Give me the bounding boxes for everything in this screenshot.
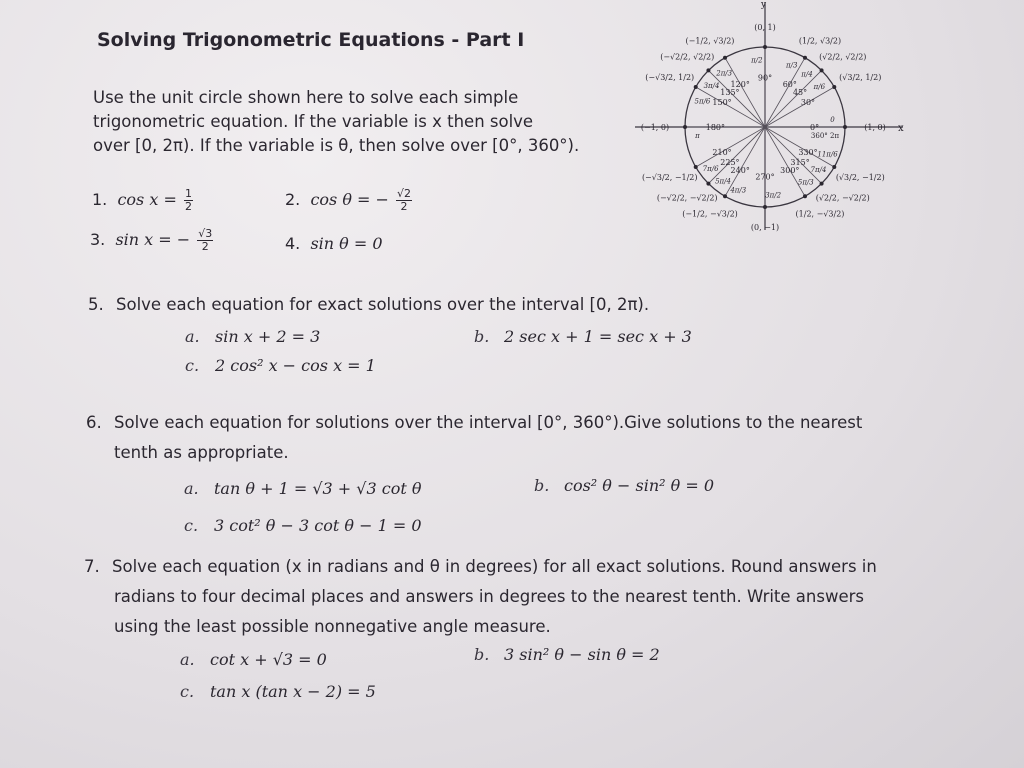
fraction: [184, 188, 193, 213]
point-315: [820, 182, 824, 186]
denominator: 2: [184, 200, 192, 213]
equation: sin x + 2 = 3: [215, 327, 321, 346]
question-number: 5.: [88, 295, 104, 314]
problem-number: 4.: [285, 234, 301, 253]
coordinate-label-180: (−1, 0): [640, 123, 670, 132]
point-0: [843, 125, 847, 129]
point-120: [723, 56, 727, 60]
point-30: [832, 85, 836, 89]
point-240: [723, 194, 727, 198]
equation: tan θ + 1 = √3 + √3 cot θ: [214, 479, 422, 498]
radian-label-270: 3π/2: [765, 191, 782, 200]
coordinate-label-315: (√2/2, −√2/2): [815, 193, 870, 203]
coordinate-label-300: (1/2, −√3/2): [795, 209, 845, 219]
question-7: [84, 552, 877, 642]
radian-label-180: π: [695, 132, 700, 141]
radian-label-135: 3π/4: [703, 82, 720, 91]
radian-label-120: 2π/3: [716, 69, 733, 78]
x-axis-label: x: [898, 123, 904, 134]
question-5: [88, 290, 649, 320]
equation: 3 cot² θ − 3 cot θ − 1 = 0: [214, 516, 422, 535]
q5-part-a: [185, 327, 320, 346]
point-270: [763, 205, 767, 209]
q6-part-a: [184, 479, 421, 498]
equation: 3 sin² θ − sin θ = 2: [504, 645, 660, 664]
coordinate-label-330: (√3/2, −1/2): [835, 173, 885, 182]
fraction: [396, 188, 412, 213]
degree-label-120: 120°: [730, 80, 750, 90]
degree-label-330: 330°: [798, 147, 818, 157]
radian-label-90: π/2: [751, 56, 763, 65]
point-180: [683, 125, 687, 129]
coordinate-label-270: (0, −1): [750, 223, 780, 232]
problem-1: [92, 188, 195, 213]
problem-equation: cos θ = −: [310, 190, 389, 209]
degree-label-150: 150°: [712, 98, 732, 108]
coordinate-label-90: (0, 1): [754, 23, 776, 32]
question-6: [86, 408, 862, 468]
coordinate-label-135: (−√2/2, √2/2): [660, 52, 715, 62]
question-text: Solve each equation for exact solutions over the interval [0, 2π).: [116, 295, 650, 314]
degree-label-90: 90°: [757, 73, 773, 83]
q7-part-b: [474, 645, 660, 664]
coordinate-label-30: (√3/2, 1/2): [839, 73, 882, 82]
instructions-line-1: Use the unit circle shown here to solve each simple: [93, 88, 519, 107]
instructions-line-2: trigonometric equation. If the variable is x then solve: [93, 112, 534, 131]
question-number: 7.: [84, 557, 100, 576]
equation: cot x + √3 = 0: [210, 650, 327, 669]
radian-label-0: 0: [830, 115, 835, 124]
q5-part-c: [185, 356, 376, 375]
point-45: [820, 68, 824, 72]
degree-label-240: 240°: [730, 165, 750, 175]
problem-2: [285, 188, 414, 213]
numerator: √2: [397, 187, 412, 200]
point-210: [694, 165, 698, 169]
numerator: 1: [184, 187, 192, 200]
part-label: a.: [185, 327, 200, 346]
part-label: a.: [180, 650, 195, 669]
degree-label-45: 45°: [792, 87, 808, 97]
degree-label-270: 270°: [755, 172, 775, 182]
denominator: 2: [201, 240, 209, 253]
radian-label-225: 5π/4: [715, 177, 731, 186]
problem-equation: sin θ = 0: [310, 234, 383, 253]
part-label: c.: [185, 356, 200, 375]
radian-label-150: 5π/6: [694, 97, 711, 106]
degree-label-135: 135°: [720, 87, 740, 97]
degree-label-225: 225°: [720, 158, 740, 168]
point-90: [763, 45, 767, 49]
coordinate-label-60: (1/2, √3/2): [798, 36, 842, 46]
problem-number: 2.: [285, 190, 301, 209]
radian-label-45: π/4: [801, 70, 813, 79]
degree-label-315: 315°: [790, 158, 810, 168]
problem-number: 1.: [92, 190, 108, 209]
q5-part-b: [474, 327, 692, 346]
radian-label-30: π/6: [813, 83, 826, 92]
numerator: √3: [198, 227, 213, 240]
problem-4: [285, 234, 383, 253]
q6-part-b: [534, 476, 714, 495]
equation: cos² θ − sin² θ = 0: [564, 476, 715, 495]
equation: 2 cos² x − cos x = 1: [215, 356, 376, 375]
radian-label-240: 4π/3: [730, 186, 747, 195]
denominator: 2: [400, 200, 408, 213]
instructions-line-3: over [0, 2π). If the variable is θ, then solve over [0°, 360°).: [93, 136, 580, 155]
degree-label-60: 60°: [782, 80, 797, 90]
part-label: b.: [474, 645, 490, 664]
radian-label-315: 7π/4: [810, 165, 827, 174]
point-135: [706, 68, 710, 72]
coordinate-label-225: (−√2/2, −√2/2): [656, 193, 718, 203]
point-330: [832, 165, 836, 169]
coordinate-label-150: (−√3/2, 1/2): [645, 73, 695, 82]
part-label: a.: [184, 479, 199, 498]
fraction: [197, 228, 213, 253]
radian-label-330: 11π/6: [817, 150, 838, 159]
part-label: b.: [534, 476, 550, 495]
degree-label-180: 180°: [705, 123, 726, 132]
page-title: Solving Trigonometric Equations - Part I: [97, 29, 525, 51]
coordinate-label-0: (1, 0): [864, 123, 886, 132]
part-label: c.: [180, 682, 195, 701]
question-text-line-2: radians to four decimal places and answers in degrees to the nearest tenth. Write answers: [114, 587, 864, 606]
y-axis-label: y: [761, 0, 767, 10]
coordinate-label-210: (−√3/2, −1/2): [641, 173, 698, 182]
question-text-line-3: using the least possible nonnegative angle measure.: [114, 617, 551, 636]
problem-3: [90, 228, 215, 253]
question-text-line-1: Solve each equation for solutions over the interval [0°, 360°).Give solutions to the nearest: [114, 413, 863, 432]
point-150: [694, 85, 698, 89]
point-225: [706, 182, 710, 186]
part-label: b.: [474, 327, 490, 346]
radian-label-60: π/3: [785, 61, 798, 70]
point-60: [803, 56, 807, 60]
unit-circle-diagram: [615, 0, 915, 235]
problem-number: 3.: [90, 230, 106, 249]
coordinate-label-45: (√2/2, √2/2): [819, 52, 867, 62]
problem-equation: sin x = −: [115, 230, 191, 249]
degree-label-360: 360° 2π: [810, 132, 840, 140]
radian-label-300: 5π/3: [797, 178, 814, 187]
q7-part-c: [180, 682, 376, 701]
degree-label-0: 0°: [810, 123, 820, 132]
equation: tan x (tan x − 2) = 5: [210, 682, 376, 701]
equation: 2 sec x + 1 = sec x + 3: [504, 327, 692, 346]
coordinate-label-120: (−1/2, √3/2): [685, 36, 735, 46]
question-text-line-1: Solve each equation (x in radians and θ in degrees) for all exact solutions. Round answers in: [112, 557, 877, 576]
part-label: c.: [184, 516, 199, 535]
question-number: 6.: [86, 413, 102, 432]
coordinate-label-240: (−1/2, −√3/2): [682, 209, 738, 219]
degree-label-210: 210°: [712, 147, 732, 157]
degree-label-300: 300°: [780, 165, 800, 175]
problem-equation: cos x =: [117, 190, 177, 209]
instructions: [93, 86, 613, 158]
radian-label-210: 7π/6: [702, 164, 719, 173]
q6-part-c: [184, 516, 422, 535]
point-300: [803, 194, 807, 198]
question-text-line-2: tenth as appropriate.: [114, 443, 289, 462]
degree-label-30: 30°: [800, 98, 816, 108]
q7-part-a: [180, 650, 327, 669]
